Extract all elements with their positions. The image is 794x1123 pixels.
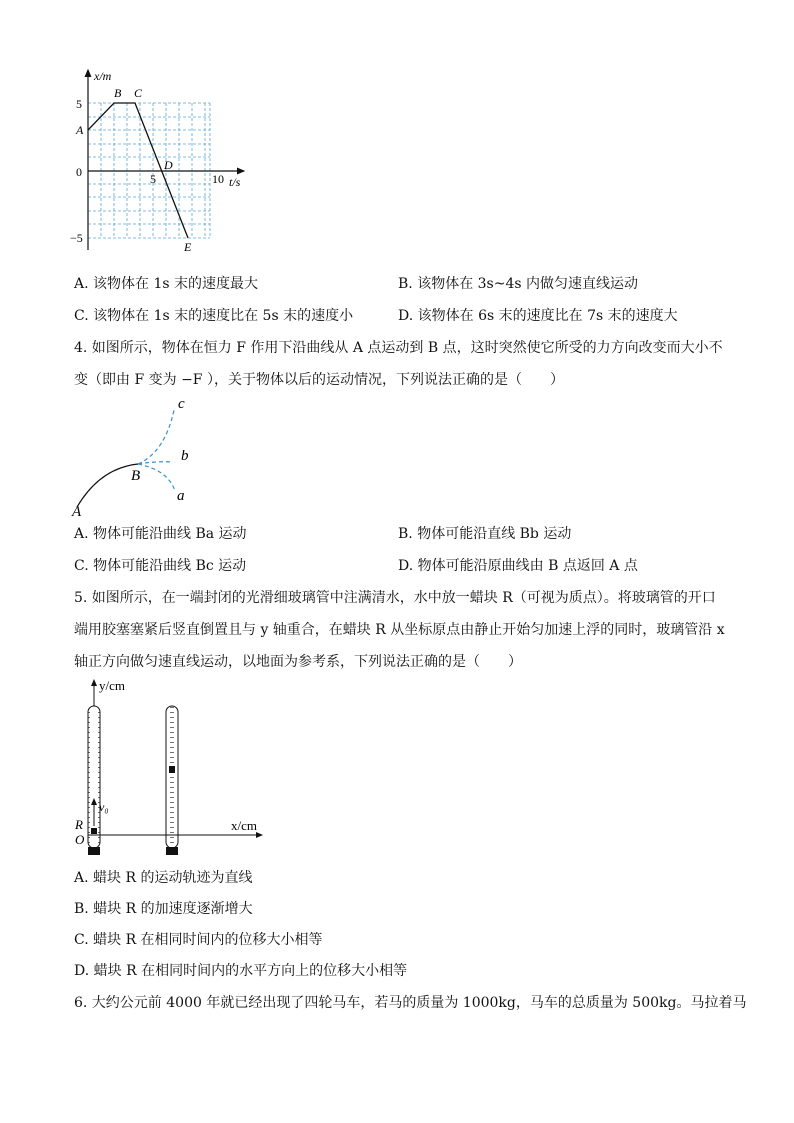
y-axis-label: y/cm xyxy=(99,678,125,693)
q5-stem-line1: 5. 如图所示，在一端封闭的光滑细玻璃管中注满清水，水中放一蜡块 R（可视为质点）。将玻璃管的开口 xyxy=(74,590,716,606)
point-A: A xyxy=(76,123,84,137)
label-a: a xyxy=(177,488,185,504)
tube-1 xyxy=(88,706,100,848)
q4-option-c: C. 物体可能沿曲线 Bc 运动 xyxy=(74,558,247,574)
q4-option-a: A. 物体可能沿曲线 Ba 运动 xyxy=(74,526,247,542)
curve-figure xyxy=(70,392,210,517)
path-A-to-B xyxy=(77,464,141,507)
label-O: O xyxy=(75,832,85,847)
y-axis-label: x/m xyxy=(94,69,112,83)
label-R: R xyxy=(75,817,83,832)
stopper-2 xyxy=(166,847,178,855)
q4-option-b: B. 物体可能沿直线 Bb 运动 xyxy=(398,526,572,542)
stopper-1 xyxy=(88,847,100,855)
q4-option-d: D. 物体可能沿原曲线由 B 点返回 A 点 xyxy=(398,558,638,574)
label-B: B xyxy=(131,468,141,484)
path-Ba xyxy=(138,464,175,491)
x-axis-label: x/cm xyxy=(231,818,257,833)
q5-option-a: A. 蜡块 R 的运动轨迹为直线 xyxy=(74,870,253,886)
q5-option-d: D. 蜡块 R 在相同时间内的水平方向上的位移大小相等 xyxy=(74,963,408,979)
tube-2 xyxy=(166,706,178,848)
point-E: E xyxy=(184,240,192,254)
label-c: c xyxy=(178,396,185,412)
q5-option-b: B. 蜡块 R 的加速度逐渐增大 xyxy=(74,901,253,917)
point-C: C xyxy=(134,86,143,100)
tick-y0: 0 xyxy=(76,165,82,179)
path-Bc xyxy=(138,410,174,464)
xt-graph xyxy=(70,62,260,262)
wax-block-2 xyxy=(169,766,175,773)
point-D: D xyxy=(164,158,173,172)
q5-stem-line3: 轴正方向做匀速直线运动，以地面为参考系，下列说法正确的是（ ） xyxy=(74,654,522,670)
label-b: b xyxy=(181,448,189,464)
q4-stem-line2: 变（即由 F 变为 −F ），关于物体以后的运动情况，下列说法正确的是（ ） xyxy=(74,372,564,388)
point-B: B xyxy=(114,86,122,100)
q3-option-d: D. 该物体在 6s 末的速度比在 7s 末的速度大 xyxy=(398,308,678,324)
q5-option-c: C. 蜡块 R 在相同时间内的位移大小相等 xyxy=(74,932,323,948)
q3-option-a: A. 该物体在 1s 末的速度最大 xyxy=(74,276,259,292)
q5-stem-line2: 端用胶塞塞紧后竖直倒置且与 y 轴重合，在蜡块 R 从坐标原点由静止开始匀加速上浮的同时，玻璃管沿 x xyxy=(74,622,725,638)
tube-figure xyxy=(70,674,270,860)
label-A: A xyxy=(72,504,82,517)
q6-stem-line1: 6. 大约公元前 4000 年就已经出现了四轮马车，若马的质量为 1000kg，马车的总质量为 500kg。马拉着马 xyxy=(74,995,747,1011)
q4-stem-line1: 4. 如图所示，物体在恒力 F 作用下沿曲线从 A 点运动到 B 点，这时突然使它所受的力方向改变而大小不 xyxy=(74,340,723,356)
tick-x10: 10 xyxy=(212,172,224,186)
q3-option-b: B. 该物体在 3s~4s 内做匀速直线运动 xyxy=(398,276,639,292)
tick-y5: 5 xyxy=(76,97,82,111)
path-Bb xyxy=(138,462,172,464)
x-axis-label: t/s xyxy=(229,175,241,189)
q3-option-c: C. 该物体在 1s 末的速度比在 5s 末的速度小 xyxy=(74,308,354,324)
wax-block-1 xyxy=(91,828,97,834)
label-v0: v₀ xyxy=(99,800,109,814)
tick-x5: 5 xyxy=(150,172,156,186)
tick-yneg5: −5 xyxy=(70,231,83,245)
